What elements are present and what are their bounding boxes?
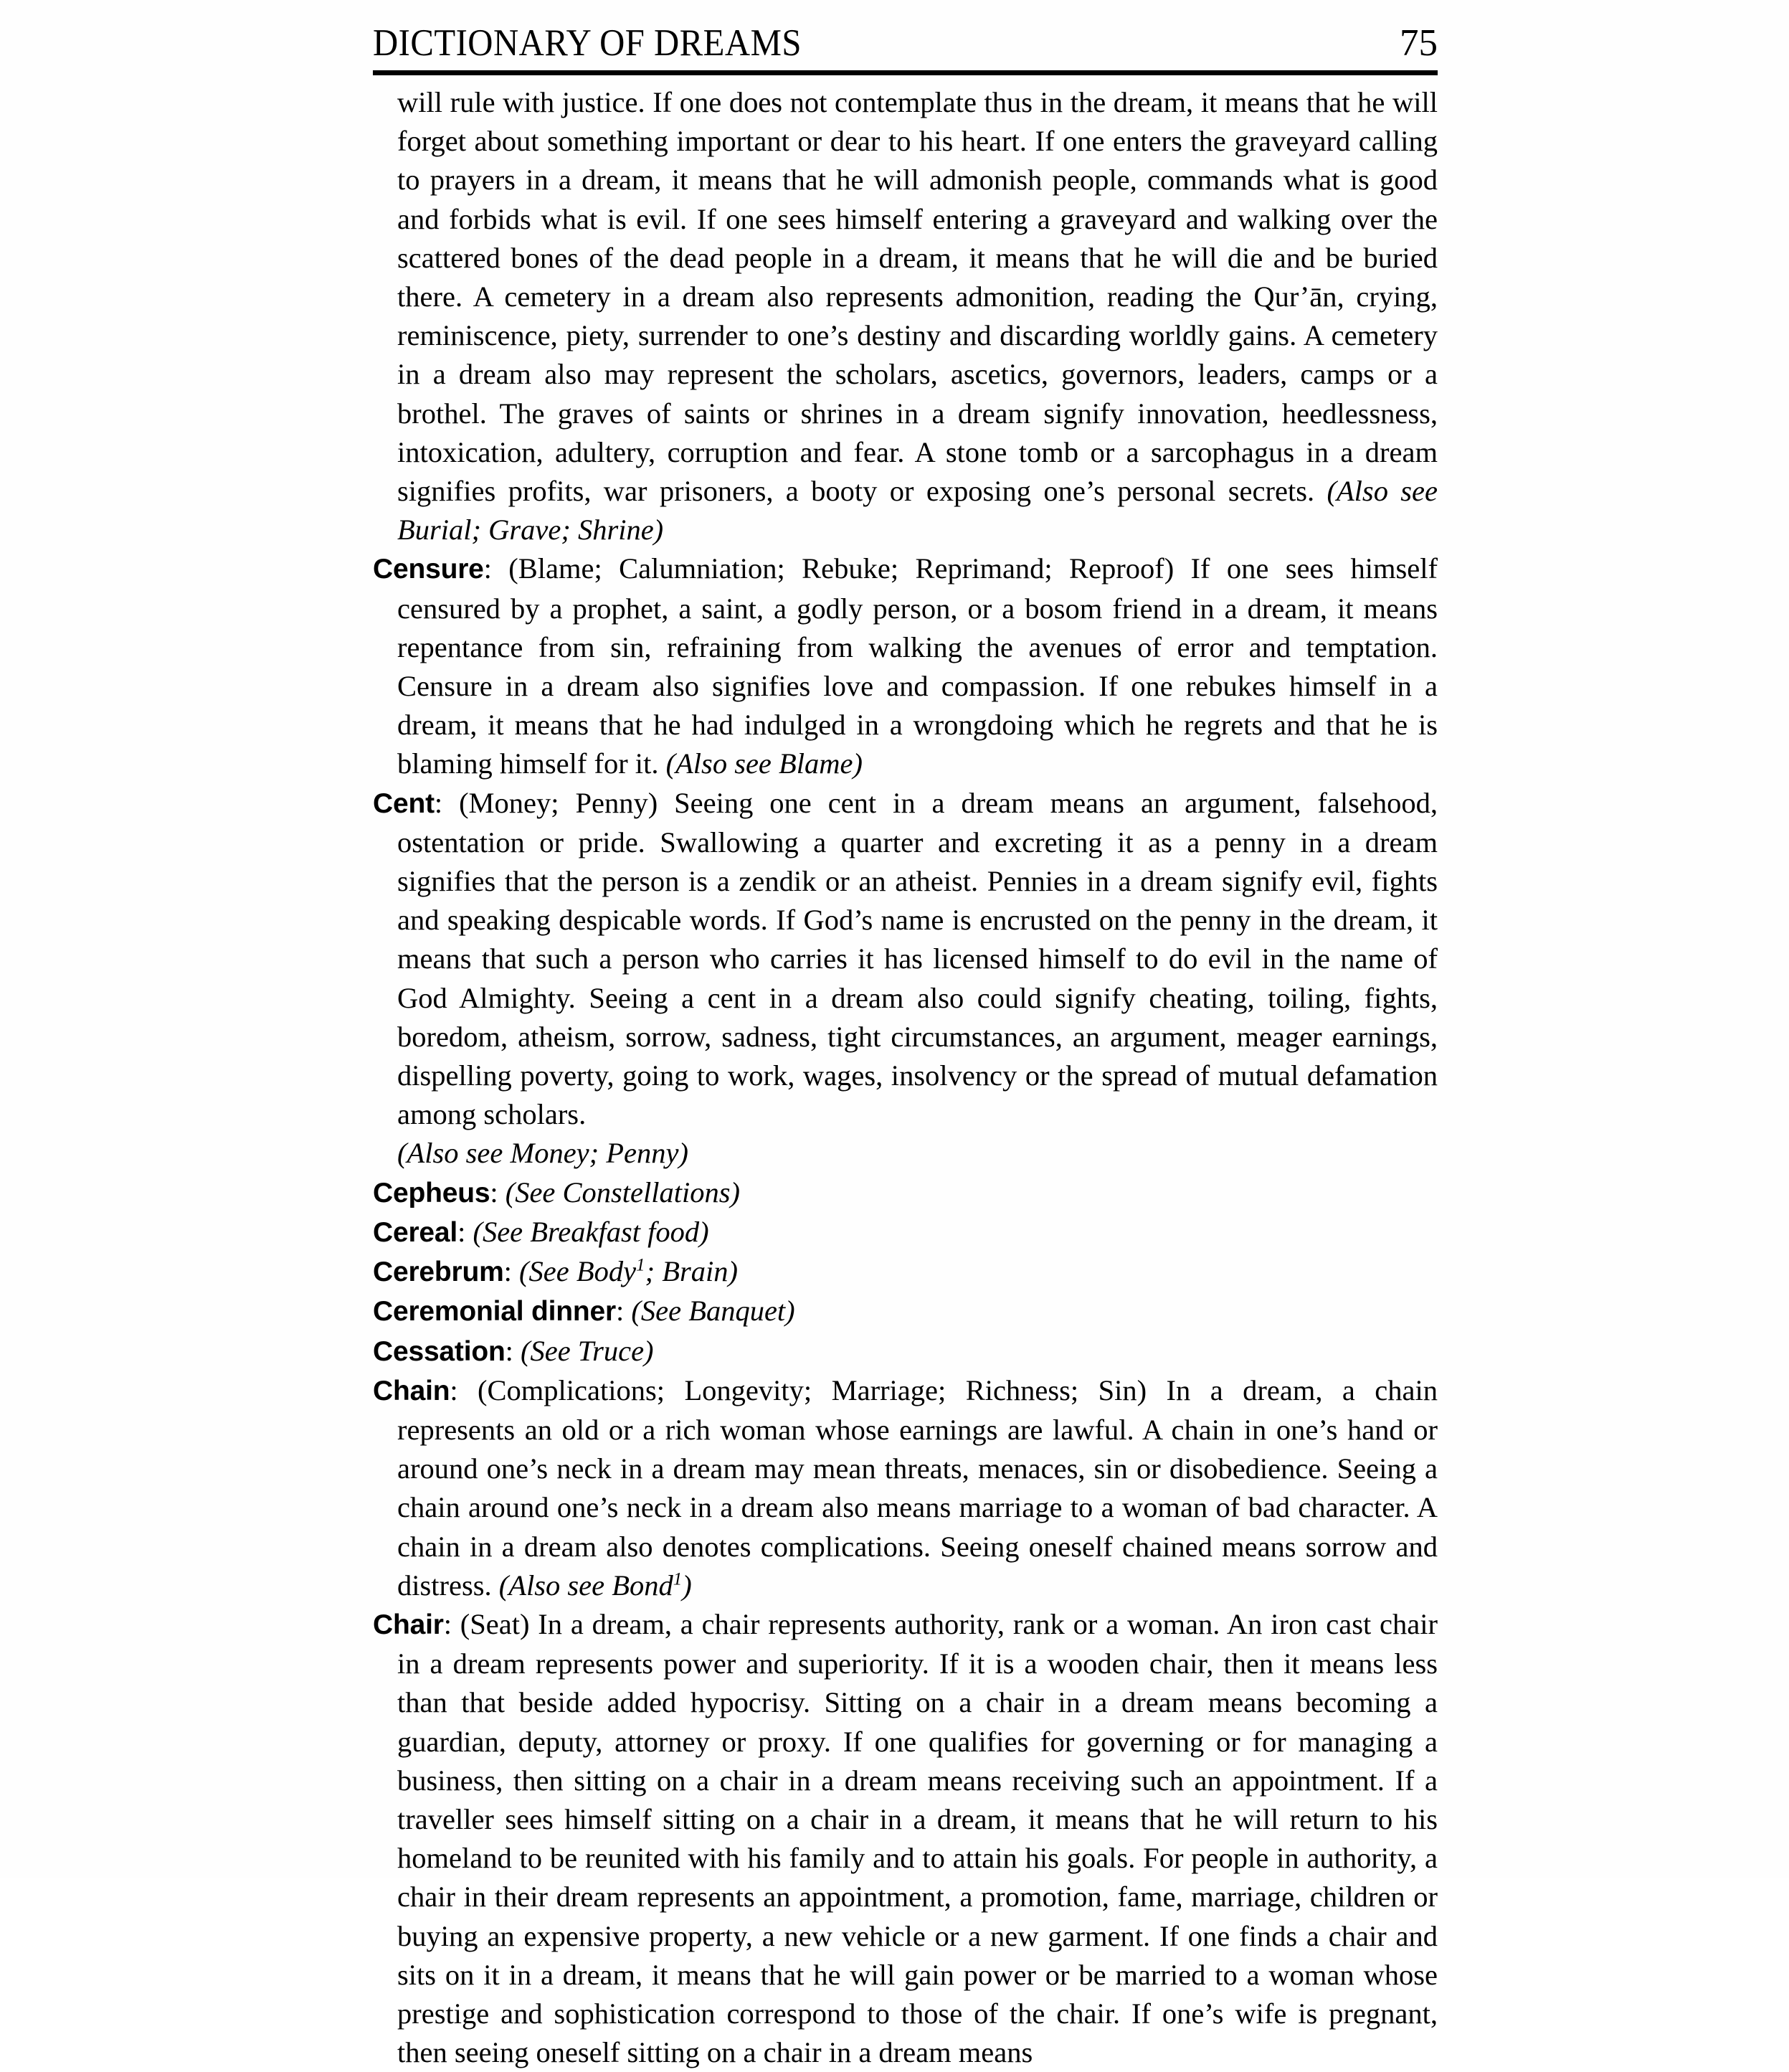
entry-text: (Complications; Longevity; Marriage; Richness; Sin) In a dream, a chain represents an old or a rich woman whose earnings are lawful. A chain in one’s hand or around one’s neck in a dream may mean threats, menaces, sin or disobedience. Seeing a chain around one’s neck in a dream also means marriage to a woman of bad character. A chain in a dream also denotes complications. Seeing oneself chained means sorrow and distress. (397, 1373, 1438, 1602)
continued-paragraph-text: will rule with justice. If one does not contemplate thus in the dream, it means that he will forget about something important or dear to his heart. If one enters the graveyard calling to prayers in a dream, it means that he will admonish people, commands what is good and forbids what is evil. If one sees himself entering a graveyard and walking over the scattered bones of the dead people in a dream, it means that he will die and be buried there. A cemetery in a dream also represents admonition, reading the Qur’ān, crying, reminiscence, piety, surrender to one’s destiny and discarding worldly gains. A cemetery in a dream also may represent the scholars, ascetics, governors, leaders, camps or a brothel. The graves of saints or shrines in a dream signify innovation, heedlessness, intoxication, adultery, corruption and fear. A stone tomb or a sarcophagus in a dream signifies profits, war prisoners, a booty or exposing one’s personal secrets. (397, 86, 1438, 508)
entry-xref-superscript: 1 (636, 1255, 645, 1275)
entry-separator: : (490, 1175, 506, 1208)
continued-paragraph (373, 83, 1438, 549)
entry-separator: : (443, 1607, 460, 1640)
entry-xref-pre: (See Body (519, 1255, 637, 1288)
entry-headword: Cereal (373, 1216, 458, 1248)
entry-headword: Ceremonial dinner (373, 1296, 617, 1328)
entry-xref-pre: (Also see Bond (498, 1569, 673, 1602)
entry-xref: (See Banquet) (631, 1295, 795, 1328)
page-number: 75 (1400, 22, 1438, 64)
header-rule (373, 70, 1438, 75)
entry-cent (373, 784, 1438, 1135)
entry-text: (Money; Penny) Seeing one cent in a dream means an argument, falsehood, ostentation or pride. Swallowing a quarter and excreting it as a penny in a dream signifies that the person is a zendik or an atheist. Pennies in a dream signify evil, fights and speaking despicable words. If God’s name is encrusted on the penny in the dream, it means that such a person who carries it has licensed himself to do evil in the name of God Almighty. Seeing a cent in a dream also could signify cheating, toiling, fights, boredom, atheism, sorrow, sadness, tight circumstances, an argument, meager earnings, dispelling poverty, going to work, wages, insolvency or the spread of mutual defamation among scholars. (397, 786, 1438, 1131)
entry-chain (373, 1371, 1438, 1605)
entry-headword: Chain (373, 1375, 450, 1406)
entry-separator: : (616, 1295, 632, 1328)
entry-text: (Blame; Calumniation; Rebuke; Reprimand; Reproof) If one sees himself censured by a prophet, a saint, a godly person, or a bosom friend in a dream, it means repentance from sin, refraining from walking the avenues of error and temptation. Censure in a dream also signifies love and compassion. If one rebukes himself in a dream, it means that he had indulged in a wrongdoing which he regrets and that he is blaming himself for it. (397, 552, 1438, 780)
entry-xref: (See Constellations) (505, 1175, 741, 1208)
entry-headword: Cerebrum (373, 1257, 504, 1288)
continued-paragraph-xref: (Also see Burial; Grave; Shrine) (397, 475, 1438, 547)
entry-xref: (See Breakfast food) (473, 1215, 709, 1248)
entry-text: (Seat) In a dream, a chair represents authority, rank or a woman. An iron cast chair in a dream represents power and superiority. If it is a wooden chair, then it means less than that beside added hypocrisy. Sitting on a chair in a dream means becoming a guardian, deputy, attorney or proxy. If one qualifies for governing or for managing a business, then sitting on a chair in a dream means receiving such an appointment. If a traveller sees himself sitting on a chair in a dream, it means that he will return to his homeland to be reunited with his family and to attain his goals. For people in authority, a chair in their dream represents an appointment, a promotion, fame, marriage, children or buying an expensive property, a new vehicle or a new garment. If one finds a chair and sits on it in a dream, it means that he will gain power or be married to a woman whose prestige and sophistication correspond to those of the chair. If one’s wife is pregnant, then seeing oneself sitting on a chair in a dream means (397, 1607, 1438, 2069)
page-title: DICTIONARY OF DREAMS (373, 22, 802, 64)
entry-separator: : (505, 1334, 521, 1367)
entry-cent-xref-line (373, 1134, 1438, 1173)
running-head (373, 24, 1438, 69)
entry-separator: : (503, 1255, 520, 1288)
entry-censure (373, 549, 1438, 783)
entry-cepheus (373, 1173, 1438, 1213)
text-column (373, 83, 1438, 2072)
entry-xref: (Also see Blame) (665, 747, 863, 780)
entry-ceremonial-dinner (373, 1292, 1438, 1331)
entry-cerebrum (373, 1252, 1438, 1292)
entry-separator: : (434, 786, 460, 819)
entry-xref-superscript: 1 (673, 1569, 683, 1589)
entry-xref-post: ) (682, 1569, 692, 1602)
entry-xref: (Also see Money; Penny) (397, 1137, 688, 1170)
entry-xref-post: ; Brain) (645, 1255, 738, 1288)
entry-cereal (373, 1213, 1438, 1252)
entry-separator: : (483, 552, 509, 585)
entry-separator: : (457, 1215, 473, 1248)
entry-headword: Cessation (373, 1335, 506, 1367)
entry-xref: (See Truce) (520, 1334, 654, 1367)
entry-headword: Cepheus (373, 1177, 490, 1208)
entry-cessation (373, 1332, 1438, 1371)
entry-headword: Cent (373, 787, 435, 819)
entry-headword: Chair (373, 1609, 444, 1640)
entry-separator: : (450, 1373, 478, 1406)
entry-chair (373, 1605, 1438, 2072)
entry-headword: Censure (373, 554, 484, 585)
